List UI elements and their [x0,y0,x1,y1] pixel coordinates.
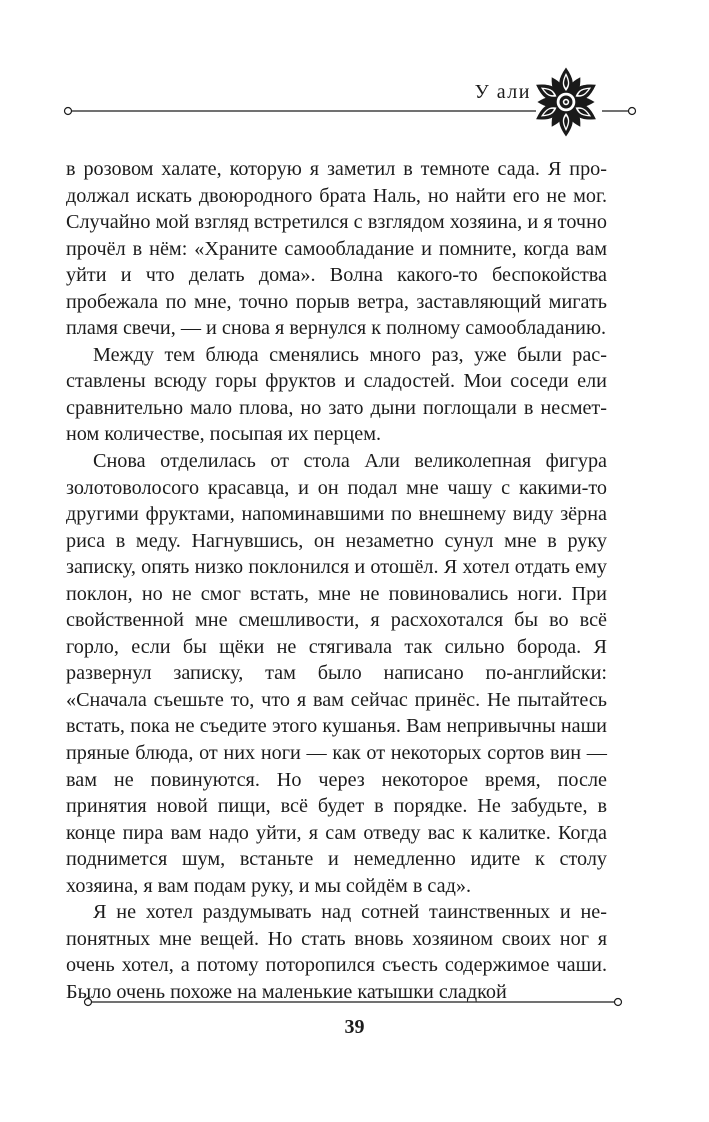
footer-rule [0,990,709,1014]
circle-end-icon [629,108,636,115]
paragraph: Снова отделилась от стола Али великолепная фигура золотоволосого красавца, и он подал мне чашу с какими-то другими фруктами, напоминавшими по внешнему виду зёрна риса в меду. Нагнувшись, он незаметно сунул мне в руку записку, опять низко поклонился и отошёл. Я хотел отдать ему поклон, но не смог встать, мне не повиновались ноги. При свойственной мне смешливости, я расхохотался бы во всё горло, если бы щёки не стягивала так сильно борода. Я развернул записку, там было написано по-английски: «Сначала съешьте то, что я вам сейчас принёс. Не пытайтесь встать, пока не съедите этого кушанья. Вам непривычны наши пряные блюда, от них ноги — как от некоторых сортов вин — вам не повинуются. Но через некоторое время, после принятия новой пищи, всё будет в порядке. Не забудьте, в конце пира вам надо уйти, я сам отведу вас к калитке. Когда поднимется шум, встаньте и немедленно идите к столу хозяина, я вам подам руку, и мы сойдём в сад». [66,450,607,897]
paragraph: в розовом халате, которую я заметил в темноте сада. Я продолжал искать двоюродного брата Наль, но найти его не мог. Случайно мой взгляд встретился с взглядом хозяина, и я точно прочёл в нём: «Храните самообладание и помните, когда вам уйти и что делать дома». Волна какого-то беспокойства пробежала по мне, точно порыв ветра, заставляющий мигать пламя свечи, — и снова я вернулся к полному самообладанию. [66,158,607,340]
circle-end-icon [65,108,72,115]
circle-end-icon [615,999,622,1006]
page-number: 39 [344,1016,365,1038]
paragraph: Я не хотел раздумывать над сотней таинственных и непонятных мне вещей. Но стать вновь хозяином своих ног я очень хотел, а потому поторопился съесть содержимое чаши. Было очень похоже на маленькие катышки сладкой [66,901,607,1003]
header-rule [0,0,709,130]
body-text [66,156,607,1006]
circle-end-icon [85,999,92,1006]
lotus-mandala-icon [530,66,602,138]
running-title: У али [474,81,531,103]
page-header [0,0,709,150]
paragraph: Между тем блюда сменялись много раз, уже были расставлены всюду горы фруктов и сладостей. Мои соседи ели сравнительно мало плова, но зато дыни поглощали в несметном количестве, посыпая их перцем. [66,343,607,446]
